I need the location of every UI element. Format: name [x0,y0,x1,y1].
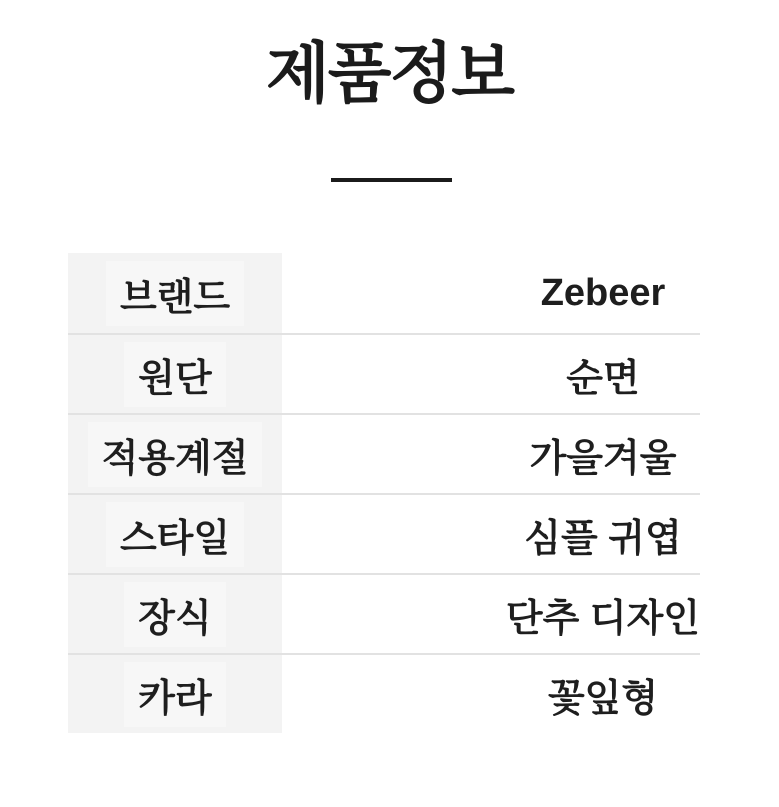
table-row [68,493,700,573]
row-label: 브랜드 [106,261,244,326]
title-divider [331,178,452,182]
row-label: 스타일 [106,502,244,567]
table-row [68,573,700,653]
row-label: 원단 [124,342,225,407]
page-title: 제품정보 [265,36,514,110]
row-label: 카라 [124,662,225,727]
row-label-cell [68,335,282,413]
table-row [68,413,700,493]
row-value: Zebeer [540,271,666,314]
table-row [68,653,700,733]
row-value: 단추 디자인 [505,597,700,640]
row-label-cell [68,575,282,653]
row-value: 심플 귀엽 [524,517,682,560]
table-row [68,333,700,413]
row-label: 적용계절 [88,422,263,487]
row-label: 장식 [124,582,225,647]
row-label-cell [68,253,282,333]
row-label-cell [68,415,282,493]
row-value: 꽃잎형 [547,677,659,720]
table-row [68,253,700,333]
row-value: 순면 [566,357,640,400]
row-label-cell [68,495,282,573]
product-info-table [68,253,700,733]
row-label-cell [68,655,282,733]
row-value: 가을겨울 [529,437,677,480]
